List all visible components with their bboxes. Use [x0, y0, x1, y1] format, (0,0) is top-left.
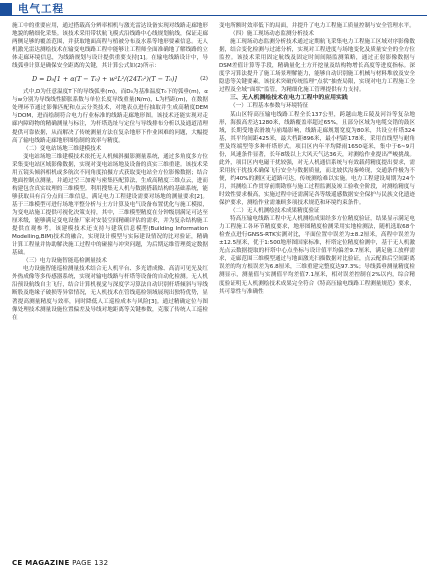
page-footer	[12, 559, 108, 567]
subsection-heading: （二）变电站场地三维建模技术	[23, 145, 102, 152]
right-column	[219, 22, 415, 552]
subsection-heading: （三）电力设施智能巡检测量技术	[23, 258, 107, 265]
paragraph: 变电所额时效率低下的局面，并提升了电力工程施工质量控制与安全管理水平。	[219, 23, 415, 29]
page-word: PAGE	[72, 559, 92, 567]
formula-number: (2)	[200, 76, 208, 83]
paragraph: 电力设施智能巡检测量技术结合无人机平台、多光谱成像、高清可见光及红外热成像等多传感器系统，实现对输电线路与杆塔等设备的自动化检测。无人机沿预设航线自主飞行，结合计算机视觉与深度学习算法自动识别杆塔倾斜与导线断股及绝缘子破损等异常情况，无人机技术在管线巡检领域展现出独特优势，显著提高测量精度与效率，同时降低人工巡检成本与风险[3]。通过精确定位与图像处理技术测量设施位置偏差及导线对地距离等关键参数，克服了传统人工巡检在	[12, 266, 208, 321]
subsection-heading: （一）工程基本参数与环境特征	[230, 103, 309, 110]
header-divider	[12, 15, 427, 16]
magazine-name: CE MAGAZINE	[12, 559, 70, 567]
header-accent-block	[0, 3, 12, 16]
left-column	[12, 22, 208, 552]
subsection-heading: （四）施工现场动态监测分析技术	[230, 31, 314, 38]
paragraph: 特高压输电线路工程中无人机测绘成果经多方位精度验证，结果显示满足电力工程施工各环节精度要求，地形图精度检测采用实地检测法，随机选取68个检查点进行GNSS-RTK实测对比，平面位置中误差为±8.2厘米，高程中误差为±12.5厘米，优于1:500地形图国家标准，杆塔定位精度检测中，基于无人机激光点云数据提取的杆塔中心点坐标与设计值平均偏差9.7厘米，满足施工放样需求，走廊范围三维模型通过与地面激光扫描数据对比验证，点云配准后空间距离误差的均方根误差为6.8厘米，三维重建完整度达97.3%；导线弧垂测量精度检测显示，测量值与实测值平均差值7.1厘米，相对误差控制在2%以内，综合精度验证明无人机测绘技术成果完全符合《特高压输电线路工程测量规范》要求，其可靠性与准确性	[219, 216, 415, 295]
section-header	[0, 0, 427, 18]
paragraph: 施工现场动态监测分析技术通过定期航飞采集电力工程施工区域对序影像数据，结合变化检测与过滤分析，实现对工程进度与场地变化及质量安全的全方位监控。该技术采用固定航线及固定时间间隔监测策略，通过正射影像数据与DSM差值计算等手段，精确量化土方开挖量及结构物增长高度等进度指标。深度学习算法提升了施工场景理解能力，能够自动识别施工机械与材料堆放及安全隐患等关键要素，该技术突破传统监理“点状”抽查局限，实现对电力工程施工全过程及全域“面状”监管，为精细化施工管理提供有力支持。	[219, 39, 415, 94]
paragraph: 某山区特高压输电线路工程全长137公里，跨越山地丘陵及河谷等复杂地形，海拔高差达1280米，线路覆盖率超过65%，且部分区域为电缆交错的鼓区域，长期受地表滑坡与崩塌影响，线路走廊规划宽度为80米，共设立杆塔324基，其平均间距425米，最大档距896米，最小档距178米，采用直线型与耐角型及终端型等多种杆塔形式。项目区内年平均降雨1650毫米，集中于6~9月份，风速条件显著，长年8级以上大风天气达36天，对测绘作业提出严峻挑战。此外，项目区内电磁干扰较强，对无人机通信系统与有效载荷精度提出要求，需采用抗干扰技术确保飞行安全与数据质量，而北坡伏沟秦岭现，交通条件极为不便，约40%的测区无道路可达，传统测绘难以实施。电力工程建设周期为24个月，其测绘工作贯穿前期勘察与施工过程监测及竣工验收全阶段，对测绘精度与时效性要求极高，实施过程中还需满足各等级遥感数据安全保护与民族文化遗迹保护要求，测绘作业需兼顾多项技术规范和环境约束条件。	[219, 111, 415, 207]
formula-expression: D = D₀[1 + α(T − T₀) + w²L²/(24T₀²)(T − T₀)]	[32, 75, 177, 84]
paragraph: 变电站场地三维建模技术依托无人机倾斜摄影测量系统，通过多角度多方位采集变电站区域影像数据，实现对变电站场地及设备的真实三维重建。该技术采用五镜头倾斜相机或多航次不同角度拍摄方式获取变电站全方位影像数据；结合地面控制点测量，并通过空三加密与密集匹配算法，生成高精度三维点云，进而构建包含真实纹理的三维模型。利用搜集无人机与数据搭载结构的基础系统，能够获取具有百分点间三维信息，满足电力工程建设需要对场地的测量要求[2]。基于三维模型可进行场地平整分析与土方计算及电气设备布置优化与施工模拟，为变电站施工提供可视化决策支持，其中，三维模型精度在分钟级别满足可达至厘米级，能够满足变电设备厂家对安装空间精确评估的需求，并为复杂结构施工提供直观参考。该建模技术还支持与建筑信息模型(Building Information Modelling,BIM)技术的融合，实现设计模型与实际建设情况的比对验证，精确计算工程量并协助解决施工过程中的碰撞与冲突问题，为后期运维管理奠定数据基础。	[12, 153, 208, 257]
paragraph: 施工中的重要应用，通过搭载高分辨率相机与激光雷达设备实现对线路走廊地形地貌的精细化采集。该技术采用带状航飞模式沿线路中心线规划航线，保证走廊两侧足够的覆盖范围，并获取地面高程与植被分布及水系等地形要素信息。无人机激光雷达测绘技术在输变电线路工程中能够让工程师全面准确地了解线路的立体走廊环境信息，为线路规划与设计提供重要支持[1]。在输电线路设计中，导线弧垂计算是确保安全距离的关键，其计算公式如(2)所示：	[12, 23, 208, 70]
section-title: 电气工程	[18, 3, 64, 15]
page-number: 132	[94, 559, 109, 567]
section-heading: 三、无人机测绘技术在电力工程中的应用实践	[230, 95, 348, 102]
paragraph: 式中,D为任意温度T下的导线弧垂(m)，而D₀为基准温度T₀下的弧垂(m)，α与w分别为导线线性膨胀系数与单位长度导线重量(N/m)，L为档距(m)，在数据处理环节通过影像匹配和点云分类技术，对地表点进行抽取并生成高精度DEM与DOM，进而绘制符合电力行业标准的线路走廊地形图。该技术还能实现对走廊内障碍物的精确测量与标注，为杆塔选址与定位与导线排布分析以及通道清理提供可靠依据，从而解决了传统测量方法在复杂地形下作业困难的问题，大幅提高了输电线路走廊地形图绘制的效率与精度。	[12, 89, 208, 144]
sag-formula	[12, 72, 208, 86]
subsection-heading: （二）无人机测绘技术成果精度验证	[230, 208, 320, 215]
